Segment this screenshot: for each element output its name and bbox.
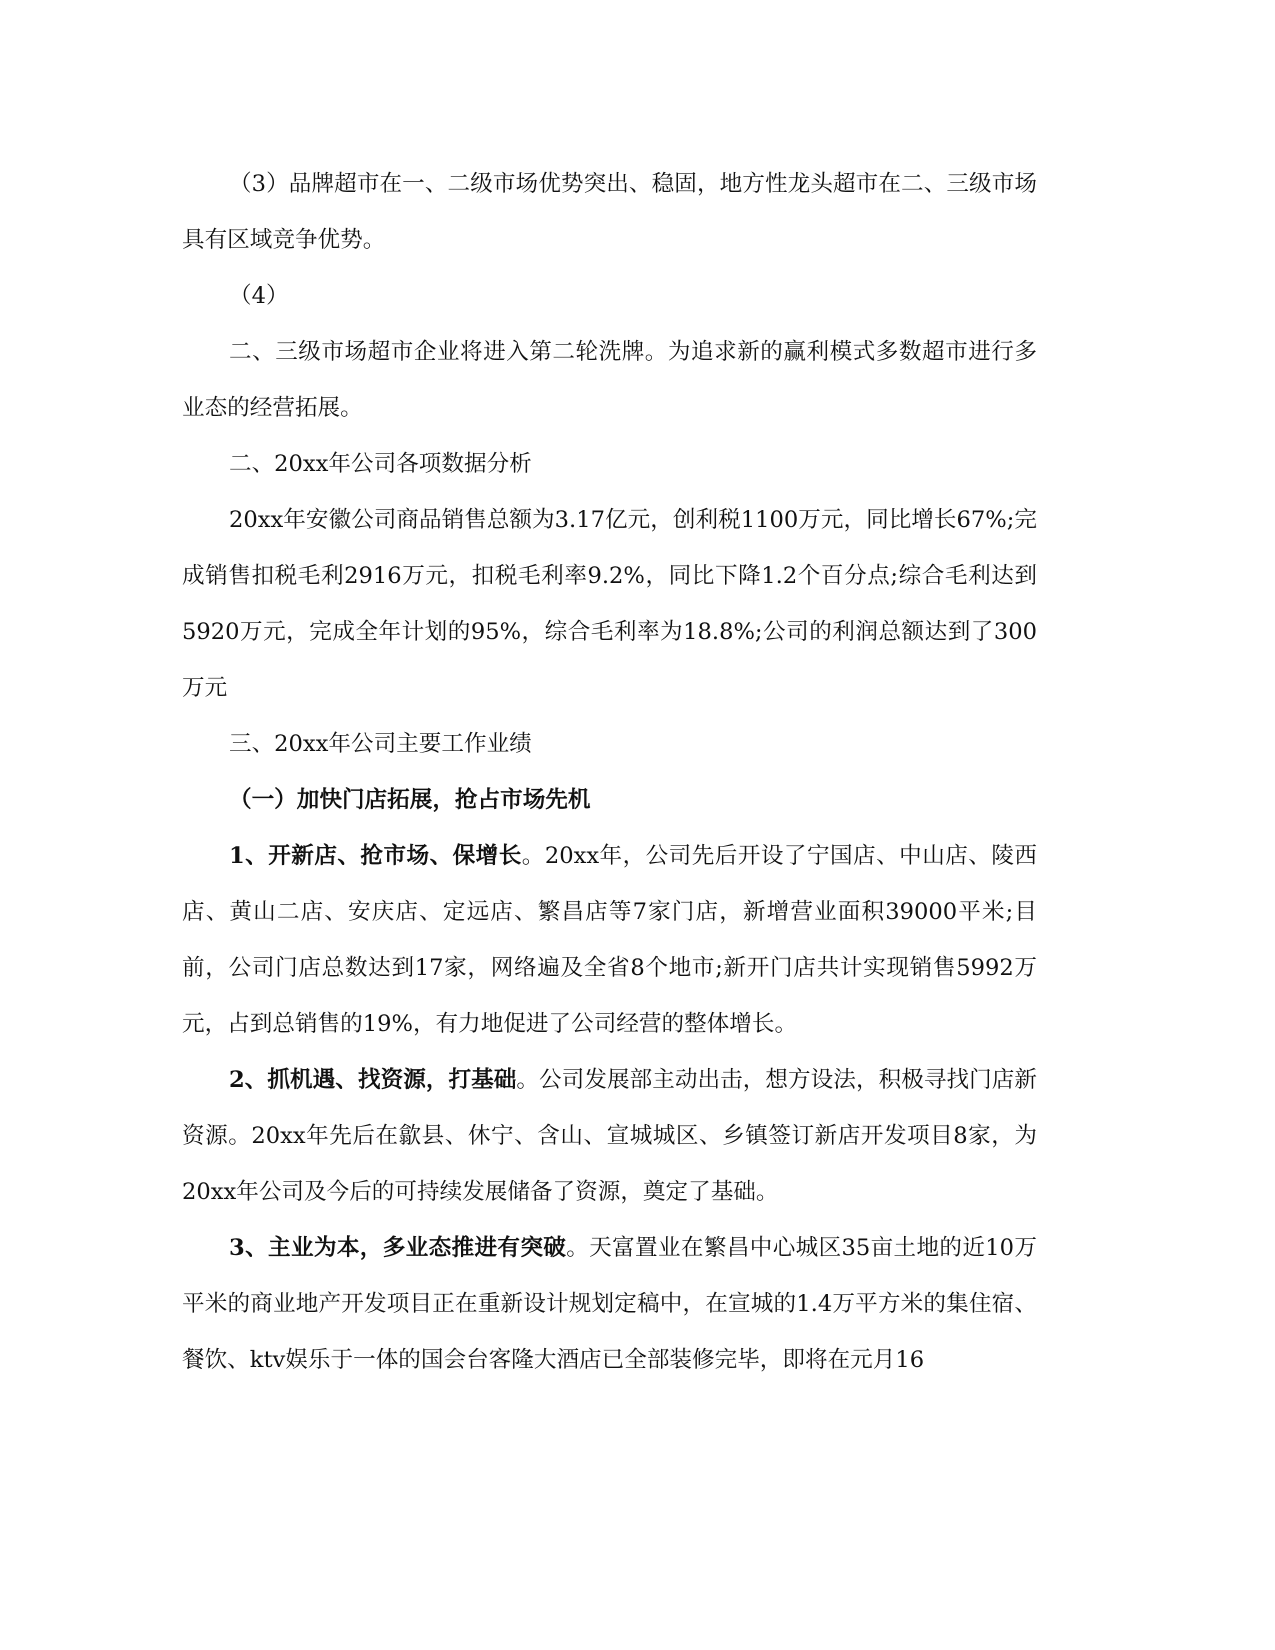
bold-lead-text: 1、开新店、抢市场、保增长 bbox=[229, 843, 522, 869]
bold-lead-text: 2、抓机遇、找资源，打基础 bbox=[229, 1067, 517, 1093]
document-page bbox=[182, 156, 1037, 1388]
paragraph-text: （4） bbox=[229, 283, 289, 309]
paragraph-sales-figures bbox=[182, 492, 1037, 716]
paragraph-resources bbox=[182, 1052, 1037, 1220]
subsection-heading-store-expansion bbox=[182, 772, 1037, 828]
section-heading-data-analysis bbox=[182, 436, 1037, 492]
paragraph-new-stores bbox=[182, 828, 1037, 1052]
paragraph-text: 。20xx年，公司先后开设了宁国店、中山店、陵西店、黄山二店、安庆店、定远店、繁昌店等7家门店，新增营业面积39000平米;目前，公司门店总数达到17家，网络遍及全省8个地市;新开门店共计实现销售5992万元，占到总销售的19%，有力地促进了公司经营的整体增长。 bbox=[182, 843, 1037, 1037]
bold-lead-text: 3、主业为本，多业态推进有突破 bbox=[229, 1235, 567, 1261]
paragraph-text: 。公司发展部主动出击，想方设法，积极寻找门店新资源。20xx年先后在歙县、休宁、含山、宣城城区、乡镇签订新店开发项目8家，为20xx年公司及今后的可持续发展储备了资源，奠定了基础。 bbox=[182, 1067, 1037, 1205]
paragraph-text: 二、三级市场超市企业将进入第二轮洗牌。为追求新的赢利模式多数超市进行多业态的经营拓展。 bbox=[182, 339, 1037, 421]
bold-heading-text: （一）加快门店拓展，抢占市场先机 bbox=[229, 787, 591, 813]
paragraph-text: 。天富置业在繁昌中心城区35亩土地的近10万平米的商业地产开发项目正在重新设计规划定稿中，在宣城的1.4万平方米的集住宿、餐饮、ktv娱乐于一体的国会台客隆大酒店已全部装修完毕，即将在元月16 bbox=[182, 1235, 1037, 1373]
paragraph-market-advantage bbox=[182, 156, 1037, 268]
section-heading-achievements bbox=[182, 716, 1037, 772]
paragraph-item-4 bbox=[182, 268, 1037, 324]
heading-text: 二、20xx年公司各项数据分析 bbox=[229, 451, 532, 477]
paragraph-text: 20xx年安徽公司商品销售总额为3.17亿元，创利税1100万元，同比增长67%;完成销售扣税毛利2916万元，扣税毛利率9.2%，同比下降1.2个百分点;综合毛利达到5920万元，完成全年计划的95%，综合毛利率为18.8%;公司的利润总额达到了300万元 bbox=[182, 507, 1037, 701]
paragraph-market-reshuffle bbox=[182, 324, 1037, 436]
heading-text: 三、20xx年公司主要工作业绩 bbox=[229, 731, 532, 757]
paragraph-multi-format bbox=[182, 1220, 1037, 1388]
paragraph-text: （3）品牌超市在一、二级市场优势突出、稳固，地方性龙头超市在二、三级市场具有区域竞争优势。 bbox=[182, 171, 1037, 253]
